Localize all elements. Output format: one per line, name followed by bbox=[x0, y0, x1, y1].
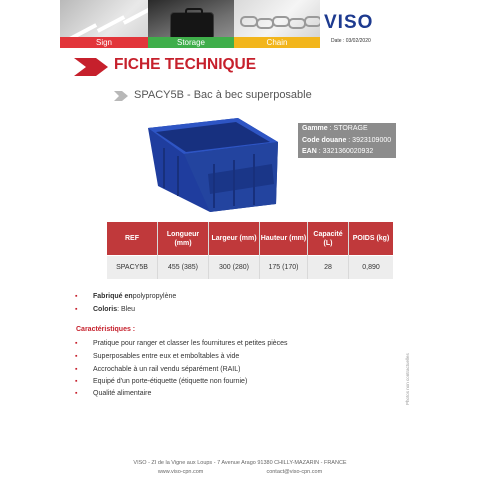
page-title: FICHE TECHNIQUE bbox=[114, 56, 257, 73]
material-item: ▪ Fabriqué enpolypropylène bbox=[76, 293, 176, 300]
category-label-storage: Storage bbox=[148, 37, 234, 48]
title-arrow-icon bbox=[74, 58, 108, 76]
table-row bbox=[107, 256, 393, 280]
header-capacity: Capacité (L) bbox=[308, 222, 349, 256]
road-marking-shape bbox=[123, 7, 148, 25]
cell-width: 300 (280) bbox=[209, 256, 260, 280]
cell-length: 455 (385) bbox=[158, 256, 209, 280]
category-label-sign: Sign bbox=[60, 37, 148, 48]
cell-capacity: 28 bbox=[308, 256, 349, 280]
road-marking-shape bbox=[97, 15, 125, 33]
photo-disclaimer: Photos non contractuelles bbox=[405, 353, 410, 405]
douane-line: Code douane : 3923109000 bbox=[302, 136, 392, 144]
table-header-row bbox=[107, 222, 393, 256]
header-width: Largeur (mm) bbox=[209, 222, 260, 256]
footer-email[interactable]: contact@viso-cpn.com bbox=[266, 469, 323, 475]
tool-case-icon bbox=[170, 12, 214, 40]
header-height: Hauteur (mm) bbox=[260, 222, 308, 256]
header-weight: POIDS (kg) bbox=[349, 222, 394, 256]
cell-ref: SPACY5B bbox=[107, 256, 158, 280]
cell-weight: 0,890 bbox=[349, 256, 394, 280]
list-item: ▪ Superposables entre eux et emboîtables à vide bbox=[76, 353, 239, 360]
footer-website[interactable]: www.viso-cpn.com bbox=[157, 469, 204, 475]
ean-line: EAN : 3321360020932 bbox=[302, 148, 374, 155]
spec-table bbox=[107, 222, 393, 279]
viso-logo: VISO bbox=[324, 12, 374, 33]
subtitle-arrow-icon bbox=[114, 91, 128, 101]
product-info-box bbox=[298, 123, 396, 158]
color-item: ▪ Coloris: Bleu bbox=[76, 306, 135, 313]
document-date: Date : 03/02/2020 bbox=[331, 38, 371, 44]
product-bin-image bbox=[144, 112, 280, 214]
characteristics-title: Caractéristiques : bbox=[76, 326, 136, 333]
product-subtitle: SPACY5B - Bac à bec superposable bbox=[134, 89, 312, 101]
list-item: ▪ Qualité alimentaire bbox=[76, 390, 151, 397]
list-item: ▪ Equipé d'un porte-étiquette (étiquette non fournie) bbox=[76, 378, 247, 385]
footer-address: VISO - ZI de la Vigne aux Loups - 7 Avenue Arago 91380 CHILLY-MAZARIN - FRANCE bbox=[133, 460, 347, 466]
cell-height: 175 (170) bbox=[260, 256, 308, 280]
category-label-chain: Chain bbox=[234, 37, 320, 48]
footer-contact bbox=[0, 469, 480, 475]
header-length: Longueur (mm) bbox=[158, 222, 209, 256]
list-item: ▪ Accrochable à un rail vendu séparément (RAIL) bbox=[76, 366, 240, 373]
chain-link-icon bbox=[304, 16, 320, 27]
header-ref: REF bbox=[107, 222, 158, 256]
gamme-line: Gamme : STORAGE bbox=[302, 125, 368, 132]
list-item: ▪ Pratique pour ranger et classer les fournitures et petites pièces bbox=[76, 340, 288, 347]
